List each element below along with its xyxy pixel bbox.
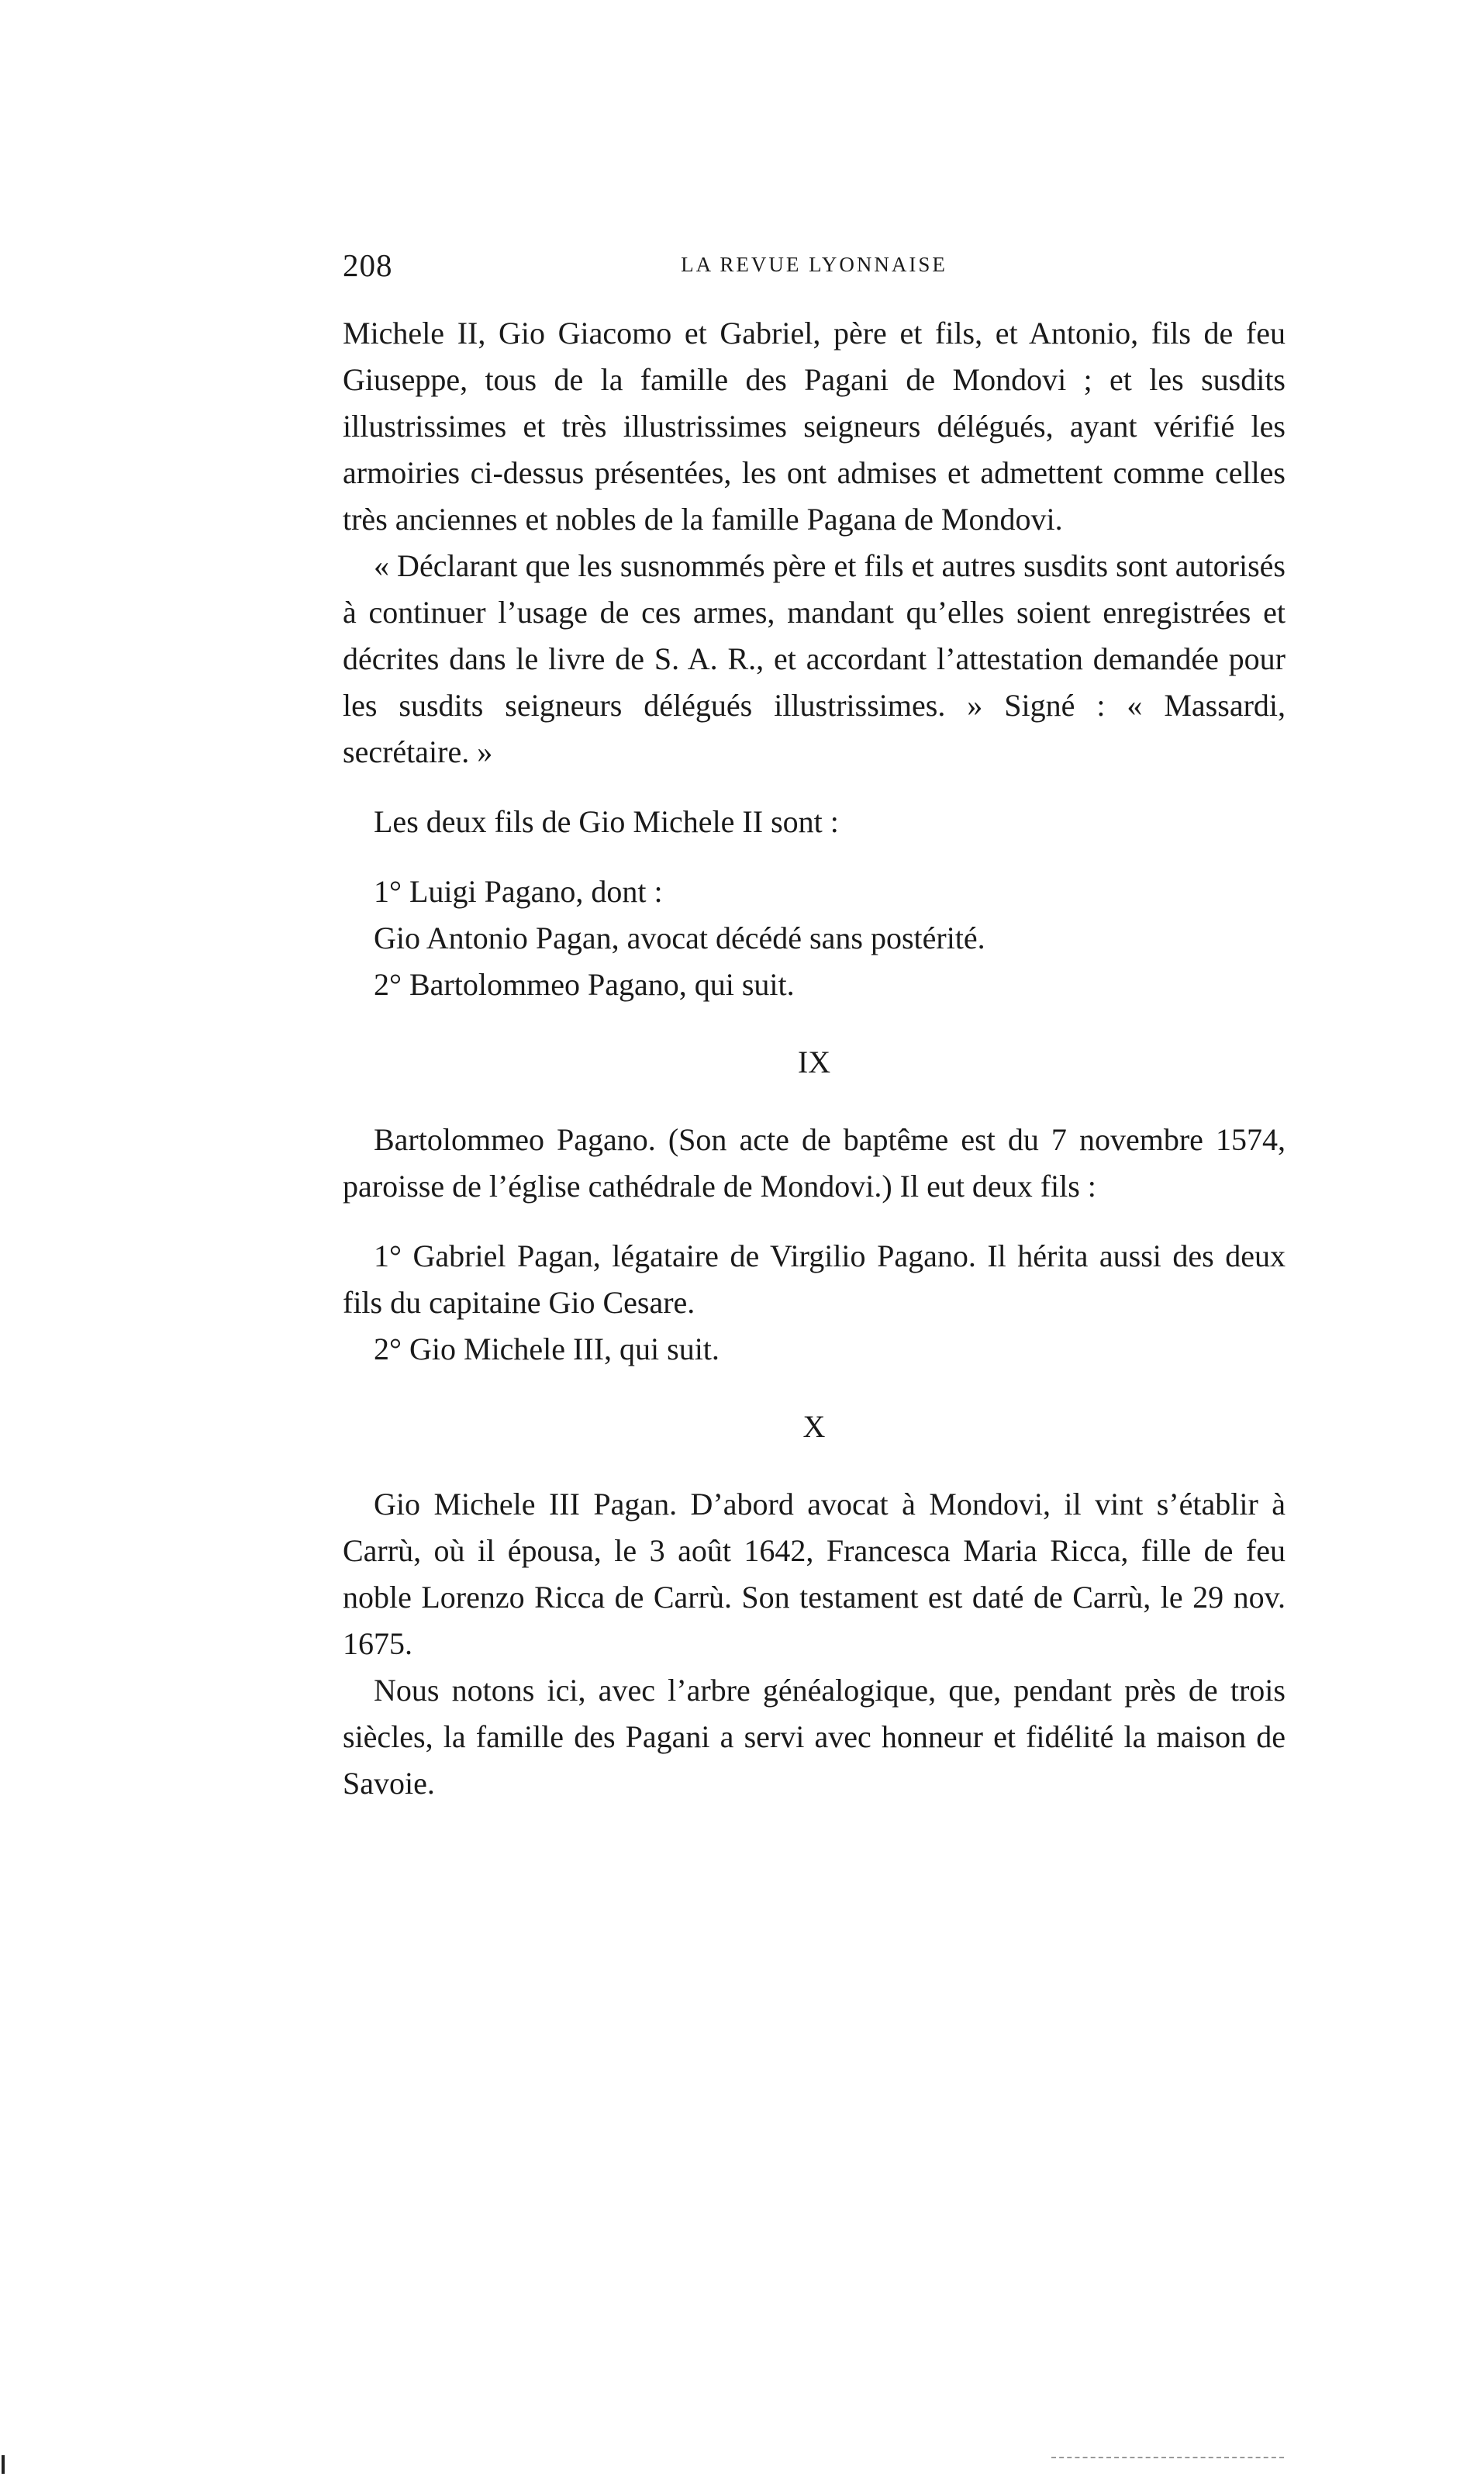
page-number: 208 (343, 247, 393, 283)
section-heading-ix: IX (797, 1045, 831, 1079)
spacer (343, 1210, 1286, 1233)
paragraph-bartolommeo: Bartolommeo Pagano. (Son acte de baptême est du 7 novembre 1574, paroisse de l’église cathédrale de Mondovi.) Il eut deux fils : (343, 1122, 1286, 1204)
scan-margin-mark (2, 2455, 5, 2474)
body-text (343, 310, 1286, 1807)
spacer (343, 1086, 1286, 1117)
spacer (343, 845, 1286, 869)
section-heading-x: X (802, 1409, 826, 1444)
paragraph-continuation: Michele II, Gio Giacomo et Gabriel, père et fils, et Antonio, fils de feu Giuseppe, tous de la famille des Pagani de Mondovi ; et les susdits illustrissimes et très illustrissimes seigneurs délégués, ayant vérifié les armoiries ci-dessus présentées, les ont admises et admettent comme celles très anciennes et nobles de la famille Pagana de Mondovi. (343, 316, 1286, 537)
list-item-gio-michele-iii: 2° Gio Michele III, qui suit. (374, 1332, 720, 1366)
running-title: LA REVUE LYONNAISE (681, 253, 947, 276)
paragraph-declaration: « Déclarant que les susnommés père et fils et autres susdits sont autorisés à continuer l’usage de ces armes, mandant qu’elles soient enregistrées et décrites dans le livre de S. A. R., et accordant l’attestation demandée pour les susdits seigneurs délégués illustrissimes. » Signé : « Massardi, secrétaire. » (343, 548, 1286, 769)
list-item-bartolommeo: 2° Bartolommeo Pagano, qui suit. (374, 967, 795, 1002)
list-item-luigi: 1° Luigi Pagano, dont : (374, 874, 663, 909)
scan-edge-mark (1051, 2457, 1284, 2461)
page-header (343, 247, 1286, 293)
spacer (343, 1450, 1286, 1481)
list-item-gio-antonio: Gio Antonio Pagan, avocat décédé sans postérité. (374, 921, 985, 955)
spacer (343, 775, 1286, 799)
spacer (343, 1008, 1286, 1039)
list-item-gabriel: 1° Gabriel Pagan, légataire de Virgilio Pagano. Il hérita aussi des deux fils du capitaine Gio Cesare. (343, 1238, 1286, 1320)
paragraph-gio-michele-iii: Gio Michele III Pagan. D’abord avocat à Mondovi, il vint s’établir à Carrù, où il épousa, le 3 août 1642, Francesca Maria Ricca, fille de feu noble Lorenzo Ricca de Carrù. Son testament est daté de Carrù, le 29 nov. 1675. (343, 1487, 1286, 1661)
paragraph-sons-intro: Les deux fils de Gio Michele II sont : (374, 804, 839, 839)
paragraph-conclusion: Nous notons ici, avec l’arbre généalogique, que, pendant près de trois siècles, la famille des Pagani a servi avec honneur et fidélité la maison de Savoie. (343, 1673, 1286, 1801)
spacer (343, 1373, 1286, 1404)
